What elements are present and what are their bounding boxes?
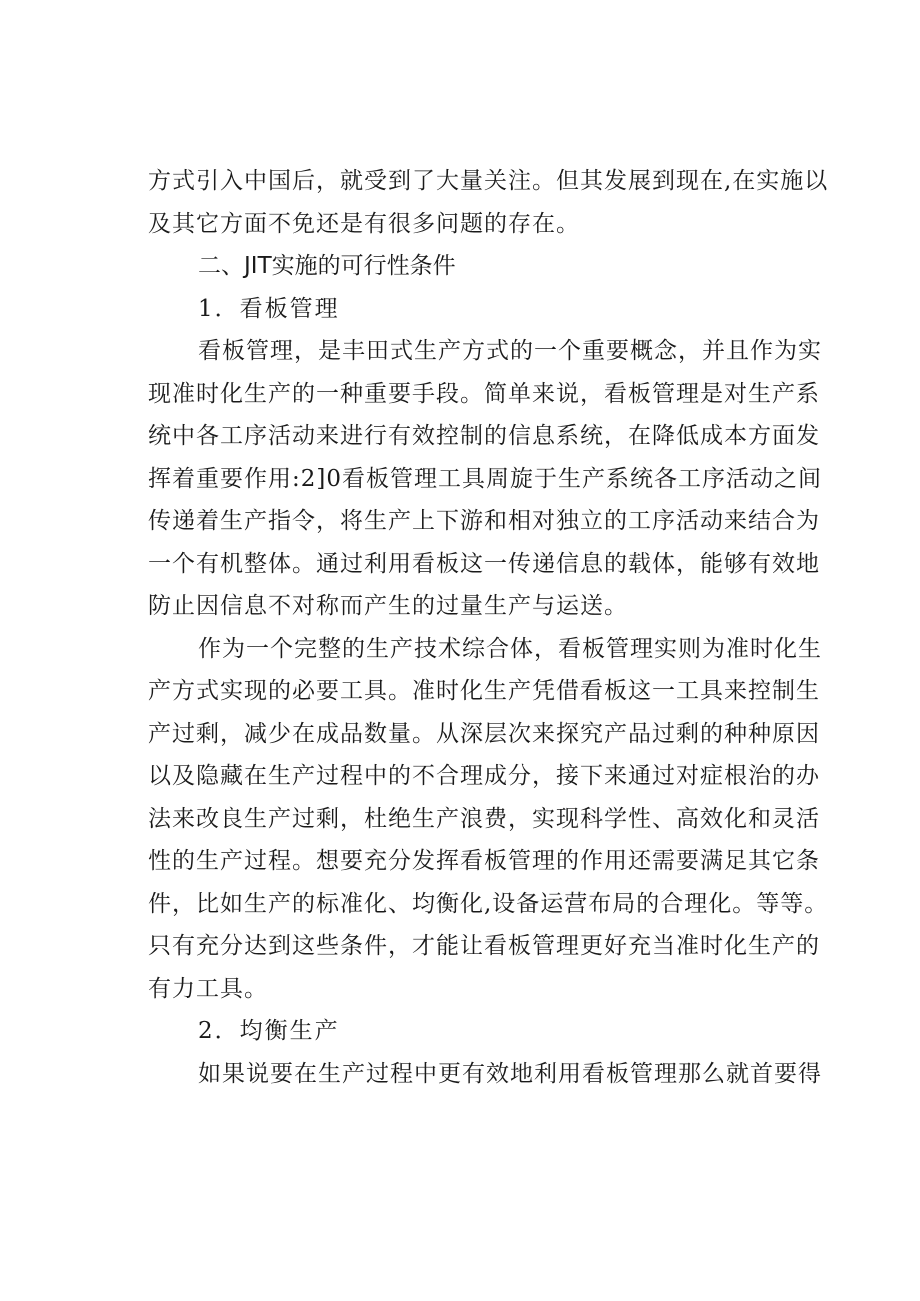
para-2-line-4: 以及隐藏在生产过程中的不合理成分，接下来通过对症根治的办 <box>148 763 820 789</box>
para-1-line-5: 传递着生产指令，将生产上下游和相对独立的工序活动来结合为 <box>148 508 820 534</box>
para-2-line-1: 作为一个完整的生产技术综合体，看板管理实则为准时化生 <box>198 635 822 662</box>
intro-line-2: 及其它方面不免还是有很多问题的存在。 <box>148 210 580 237</box>
para-2-line-9: 有力工具。 <box>148 975 268 1002</box>
para-1-line-6: 一个有机整体。通过利用看板这一传递信息的载体，能够有效地 <box>148 550 820 577</box>
document-page <box>148 160 829 1095</box>
para-2-line-6: 性的生产过程。想要充分发挥看板管理的作用还需要满足其它条 <box>148 848 820 874</box>
intro-line-1: 方式引入中国后，就受到了大量关注。但其发展到现在,在实施以 <box>148 168 829 194</box>
subsection-heading-1: 1．看板管理 <box>198 295 340 322</box>
para-2-line-2: 产方式实现的必要工具。准时化生产凭借看板这一工具来控制生 <box>148 678 820 704</box>
para-2-line-8: 只有充分达到这些条件，才能让看板管理更好充当准时化生产的 <box>148 933 820 959</box>
subsection-heading-2: 2．均衡生产 <box>198 1018 340 1044</box>
para-2-line-5: 法来改良生产过剩，杜绝生产浪费，实现科学性、高效化和灵活 <box>148 805 820 832</box>
section-heading: 二、JIT实施的可行性条件 <box>198 253 456 279</box>
para-1-line-4: 挥着重要作用:2]0看板管理工具周旋于生产系统各工序活动之间 <box>148 465 822 492</box>
para-1-line-7: 防止因信息不对称而产生的过量生产与运送。 <box>148 593 628 619</box>
para-2-line-7: 件，比如生产的标准化、均衡化,设备运营布局的合理化。等等。 <box>148 890 829 917</box>
para-1-line-3: 统中各工序活动来进行有效控制的信息系统，在降低成本方面发 <box>148 423 820 449</box>
para-2-line-3: 产过剩，减少在成品数量。从深层次来探究产品过剩的种种原因 <box>148 720 820 747</box>
para-3-line-1: 如果说要在生产过程中更有效地利用看板管理那么就首要得 <box>198 1060 822 1087</box>
para-1-line-1: 看板管理，是丰田式生产方式的一个重要概念，并且作为实 <box>198 338 822 364</box>
para-1-line-2: 现准时化生产的一种重要手段。简单来说，看板管理是对生产系 <box>148 380 820 407</box>
